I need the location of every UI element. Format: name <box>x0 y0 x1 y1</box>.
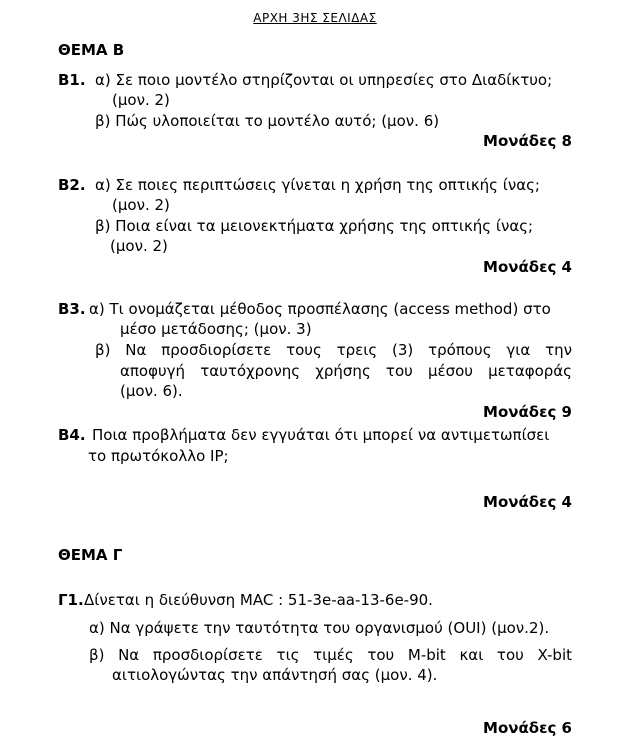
question-b4-total-points: Μονάδες 4 <box>483 493 572 511</box>
page-start-header: ΑΡΧΗ 3ΗΣ ΣΕΛΙΔΑΣ <box>253 11 377 25</box>
question-b3-part-b: β) Να προσδιορίσετε τους τρεις (3) τρόπους για την <box>95 341 572 359</box>
question-b1-part-a: α) Σε ποιο μοντέλο στηρίζονται οι υπηρεσίες στο Διαδίκτυο; <box>95 71 553 89</box>
question-b3-part-a-cont: μέσο μετάδοσης; (μον. 3) <box>120 320 312 338</box>
question-b3-total-points: Μονάδες 9 <box>483 403 572 421</box>
section-c-title: ΘΕΜΑ Γ <box>58 546 123 564</box>
question-b3-part-b-points: (μον. 6). <box>120 382 183 400</box>
question-b2-part-a-points: (μον. 2) <box>112 196 170 214</box>
question-c1-part-b: β) Να προσδιορίσετε τις τιμές του M-bit και του X-bit <box>89 646 572 664</box>
question-b4-line2: το πρωτόκολλο IP; <box>88 447 229 465</box>
question-c1-part-b-cont: αιτιολογώντας την απάντησή σας (μον. 4). <box>112 666 438 684</box>
question-b2-part-b-points: (μον. 2) <box>110 237 168 255</box>
question-c1-total-points: Μονάδες 6 <box>483 719 572 737</box>
question-c1-number: Γ1. <box>58 591 84 609</box>
question-b3-part-a: α) Τι ονομάζεται μέθοδος προσπέλασης (access method) στο <box>89 300 551 318</box>
question-c1-part-a: α) Να γράψετε την ταυτότητα του οργανισμού (OUI) (μον.2). <box>89 619 550 637</box>
question-b3-part-b-cont: αποφυγή ταυτόχρονης χρήσης του μέσου μεταφοράς <box>120 362 572 380</box>
question-b1-number: Β1. <box>58 71 86 89</box>
question-b2-number: Β2. <box>58 176 86 194</box>
question-b4-line1: Ποια προβλήματα δεν εγγυάται ότι μπορεί να αντιμετωπίσει <box>92 426 550 444</box>
question-b2-part-a: α) Σε ποιες περιπτώσεις γίνεται η χρήση της οπτικής ίνας; <box>95 176 540 194</box>
question-b1-part-b: β) Πώς υλοποιείται το μοντέλο αυτό; (μον. 6) <box>95 112 440 130</box>
question-c1-intro: Δίνεται η διεύθυνση MAC : 51-3e-aa-13-6e-90. <box>84 591 433 609</box>
question-b4-number: Β4. <box>58 426 86 444</box>
question-b3-number: Β3. <box>58 300 86 318</box>
question-b1-part-a-points: (μον. 2) <box>112 91 170 109</box>
question-b2-part-b: β) Ποια είναι τα μειονεκτήματα χρήσης της οπτικής ίνας; <box>95 217 534 235</box>
question-b1-total-points: Μονάδες 8 <box>483 132 572 150</box>
question-b2-total-points: Μονάδες 4 <box>483 258 572 276</box>
section-b-title: ΘΕΜΑ Β <box>58 41 125 59</box>
